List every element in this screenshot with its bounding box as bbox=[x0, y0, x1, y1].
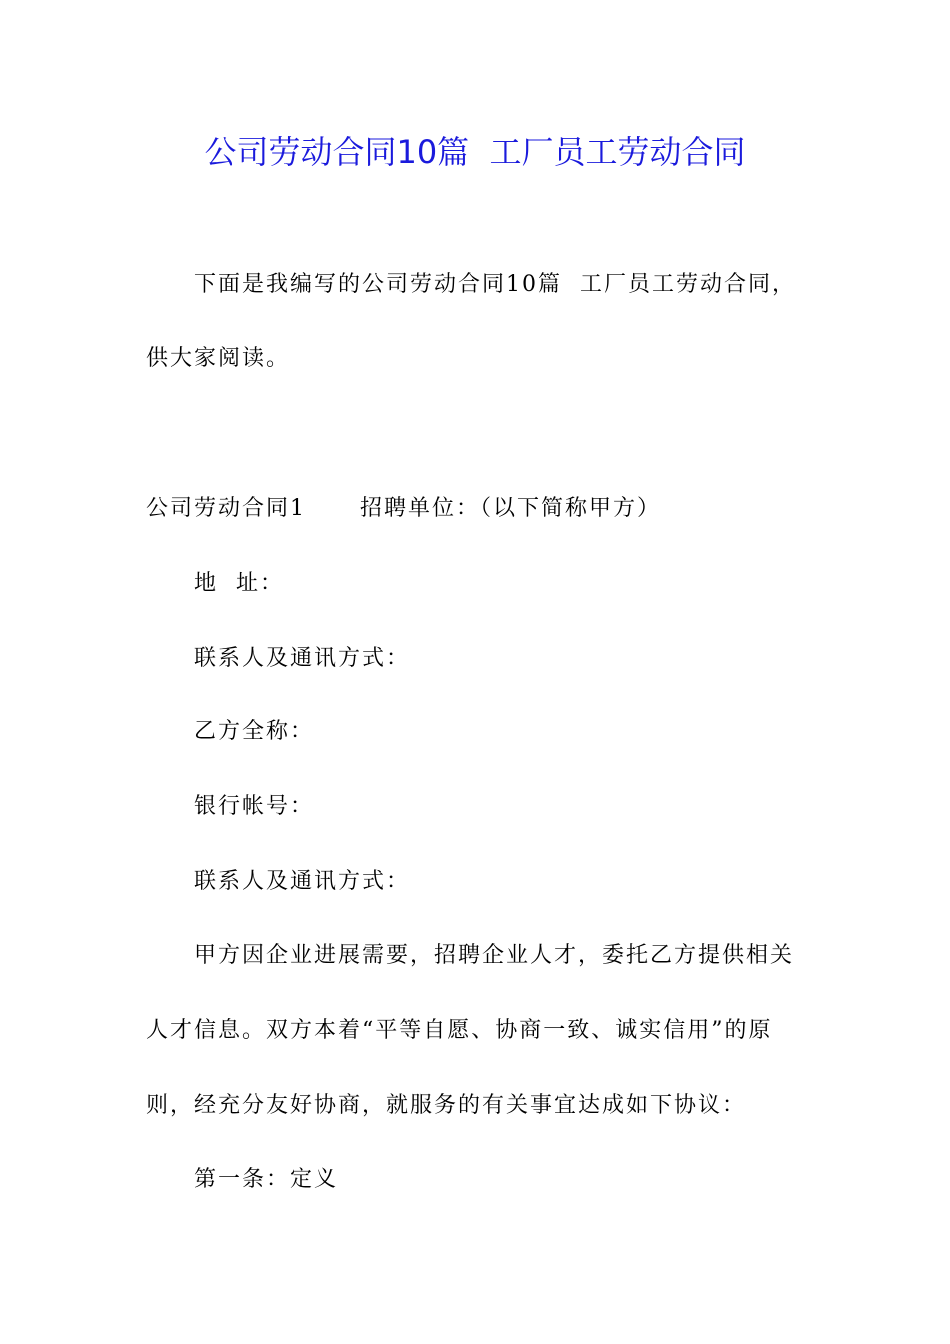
address-label: 地 址： bbox=[194, 571, 284, 596]
paragraph-line-3: 则，经充分友好协商，就服务的有关事宜达成如下协议： bbox=[146, 1093, 747, 1118]
bank-account-label: 银行帐号： bbox=[194, 794, 315, 819]
intro-line-1: 下面是我编写的公司劳动合同10篇 工厂员工劳动合同， bbox=[194, 272, 796, 297]
intro-line-2: 供大家阅读。 bbox=[146, 346, 291, 371]
paragraph-line-2: 人才信息。双方本着“平等自愿、协商一致、诚实信用”的原 bbox=[146, 1018, 773, 1043]
section-heading: 公司劳动合同1 招聘单位：（以下简称甲方） bbox=[146, 496, 661, 521]
contact-label-2: 联系人及通讯方式： bbox=[194, 869, 411, 894]
contact-label-1: 联系人及通讯方式： bbox=[194, 646, 411, 671]
document-title: 公司劳动合同10篇 工厂员工劳动合同 bbox=[204, 133, 746, 171]
paragraph-line-1: 甲方因企业进展需要，招聘企业人才，委托乙方提供相关 bbox=[194, 943, 795, 968]
article-1-heading: 第一条：定义 bbox=[194, 1167, 339, 1192]
party-b-name-label: 乙方全称： bbox=[194, 719, 315, 744]
